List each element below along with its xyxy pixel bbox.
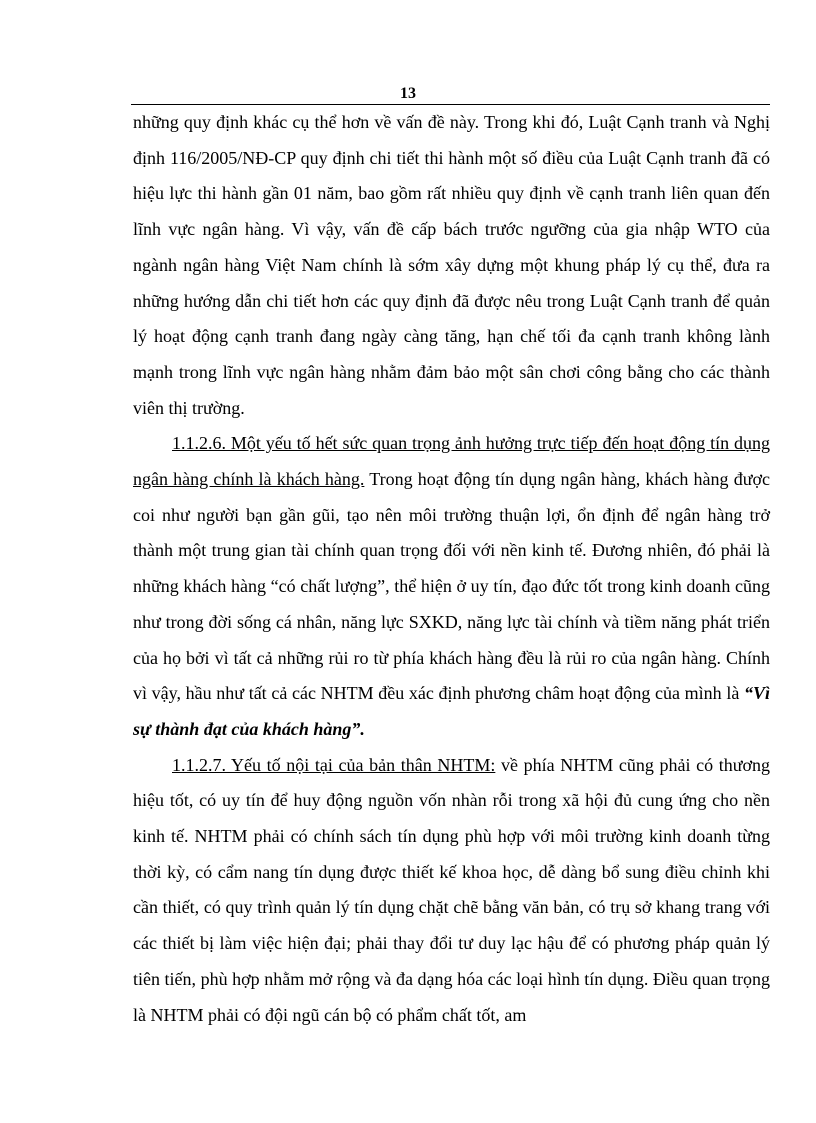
paragraph-customer-factor — [133, 426, 770, 747]
bank-motto: “Vì sự thành đạt của khách hàng”. — [133, 683, 770, 739]
paragraph-internal-factor — [133, 748, 770, 1034]
paragraph-customer-body: Trong hoạt động tín dụng ngân hàng, khách hàng được coi như người bạn gần gũi, tạo nên môi trường thuận lợi, ổn định để ngân hàng trở thành một trung gian tài chính quan trọng đối với nền kinh tế. Đương nhiên, đó phải là những khách hàng “có chất lượng”, thể hiện ở uy tín, đạo đức tốt trong kinh doanh cũng như trong đời sống cá nhân, năng lực SXKD, năng lực tài chính và tiềm năng phát triển của họ bởi vì tất cả những rủi ro từ phía khách hàng đều là rủi ro của ngân hàng. Chính vì vậy, hầu như tất cả các NHTM đều xác định phương châm hoạt động của mình là — [133, 469, 770, 704]
page-number: 13 — [400, 85, 416, 102]
document-body — [133, 105, 770, 1033]
paragraph-competition-law: những quy định khác cụ thể hơn về vấn đề này. Trong khi đó, Luật Cạnh tranh và Nghị định 116/2005/NĐ-CP quy định chi tiết thi hành một số điều của Luật Cạnh tranh đã có hiệu lực thi hành gần 01 năm, bao gồm rất nhiều quy định về cạnh tranh liên quan đến lĩnh vực ngân hàng. Vì vậy, vấn đề cấp bách trước ngưỡng của gia nhập WTO của ngành ngân hàng Việt Nam chính là sớm xây dựng một khung pháp lý cụ thể, đưa ra những hướng dẫn chi tiết hơn các quy định đã được nêu trong Luật Cạnh tranh để quản lý hoạt động cạnh tranh đang ngày càng tăng, hạn chế tối đa cạnh tranh không lành mạnh trong lĩnh vực ngân hàng nhằm đảm bảo một sân chơi công bằng cho các thành viên thị trường. — [133, 112, 770, 418]
section-heading-1-1-2-7: 1.1.2.7. Yếu tố nội tại của bản thân NHTM: — [172, 754, 496, 775]
section-heading-1-1-2-6: 1.1.2.6. Một yếu tố hết sức quan trọng ảnh hưởng trực tiếp đến hoạt động tín dụng ngân hàng chính là khách hàng. — [133, 433, 770, 490]
paragraph-internal-body: về phía NHTM cũng phải có thương hiệu tốt, có uy tín để huy động nguồn vốn nhàn rỗi trong xã hội đủ cung ứng cho nền kinh tế. NHTM phải có chính sách tín dụng phù hợp với môi trường kinh doanh từng thời kỳ, có cẩm nang tín dụng được thiết kế khoa học, dễ dàng bổ sung điều chỉnh khi cần thiết, có quy trình quản lý tín dụng chặt chẽ bằng văn bản, có trụ sở khang trang với các thiết bị làm việc hiện đại; phải thay đổi tư duy lạc hậu để có phương pháp quản lý tiên tiến, phù hợp nhằm mở rộng và đa dạng hóa các loại hình tín dụng. Điều quan trọng là NHTM phải có đội ngũ cán bộ có phẩm chất tốt, am — [133, 754, 770, 1025]
